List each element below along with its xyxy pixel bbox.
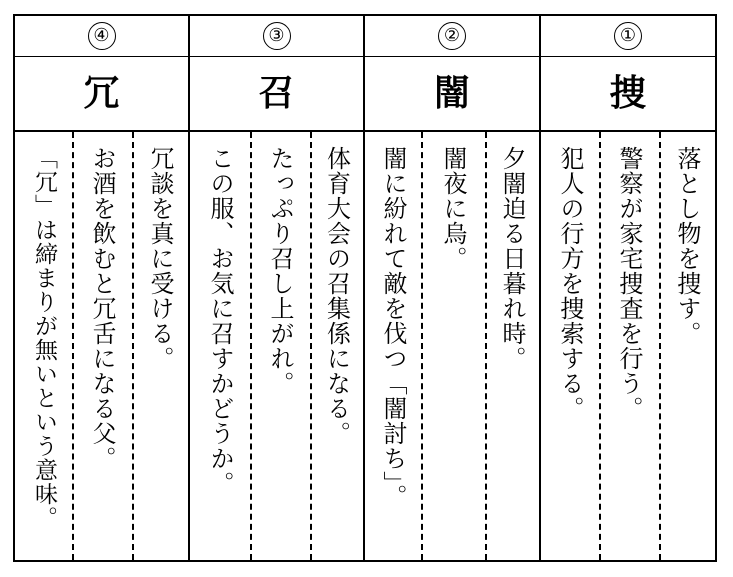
- example-sentence: たっぷり召し上がれ。: [266, 146, 294, 396]
- sentence-line: [485, 132, 539, 560]
- example-sentences: [541, 132, 715, 560]
- sentence-line: [72, 132, 134, 560]
- sentence-line: [132, 132, 188, 560]
- number-cell: [15, 16, 188, 57]
- kanji-column-4: [15, 16, 190, 560]
- kanji-cell: [190, 56, 363, 132]
- kanji-cell: [541, 56, 715, 132]
- example-sentence: 体育大会の召集係になる。: [322, 146, 351, 446]
- sentence-line: [15, 132, 74, 560]
- kanji-character: 捜: [609, 72, 647, 114]
- kanji-column-2: [365, 16, 541, 560]
- example-sentence: 警察が家宅捜査を行う。: [615, 146, 643, 421]
- kanji-character: 冗: [83, 72, 120, 114]
- circled-number: ④: [88, 22, 116, 50]
- number-cell: [541, 16, 715, 57]
- number-cell: [365, 16, 539, 57]
- sentence-line: [659, 132, 715, 560]
- circled-number: ①: [614, 22, 642, 50]
- sentence-line: [541, 132, 601, 560]
- example-sentences: [190, 132, 363, 560]
- kanji-column-3: [190, 16, 365, 560]
- kanji-cell: [15, 56, 188, 132]
- sentence-line: [190, 132, 252, 560]
- number-cell: [190, 16, 363, 57]
- example-sentence: 犯人の行方を捜索する。: [556, 146, 584, 421]
- sentence-line: [250, 132, 312, 560]
- example-sentence: お酒を飲むと冗舌になる父。: [88, 146, 116, 471]
- example-sentence: 落とし物を捜す。: [673, 146, 701, 346]
- sentence-line: [310, 132, 363, 560]
- example-sentences: [365, 132, 539, 560]
- example-sentence: 夕闇迫る日暮れ時。: [498, 146, 526, 371]
- example-sentence: 冗談を真に受ける。: [146, 146, 174, 371]
- sentence-line: [421, 132, 487, 560]
- example-sentence: 闇夜に烏。: [439, 146, 467, 271]
- circled-number: ②: [438, 22, 466, 50]
- example-sentence: この服、お気に召すかどうか。: [206, 146, 234, 496]
- circled-number: ③: [263, 22, 291, 50]
- kanji-column-1: [541, 16, 715, 560]
- example-sentences: [15, 132, 188, 560]
- kanji-cell: [365, 56, 539, 132]
- kanji-character: 闇: [433, 72, 471, 114]
- sentence-line: [599, 132, 661, 560]
- example-sentence: 闇に紛れて敵を伐つ「闇討ち」。: [379, 146, 407, 509]
- example-sentence: 「冗」は締まりが無いという意味。: [31, 146, 57, 530]
- kanji-worksheet-table: [13, 14, 717, 562]
- kanji-character: 召: [258, 72, 295, 114]
- sentence-line: [365, 132, 423, 560]
